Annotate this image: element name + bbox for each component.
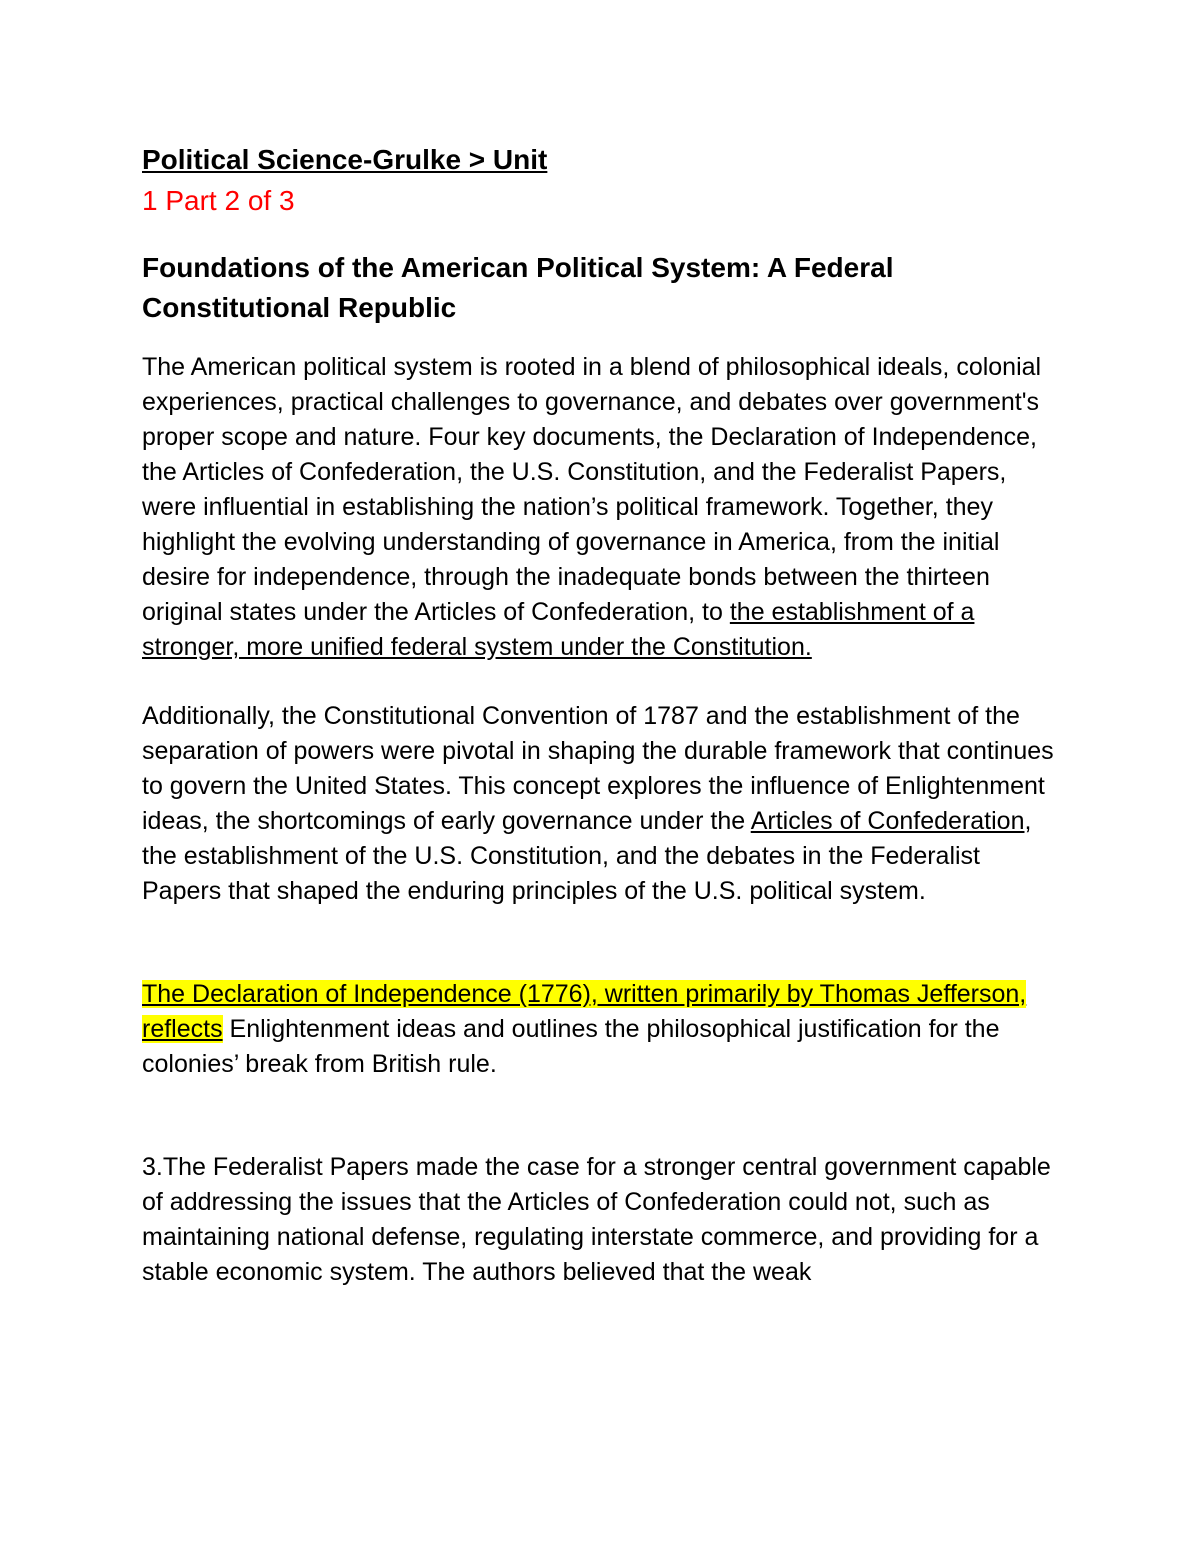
highlighted-phrase: The Declaration of Independence (1776), written primarily by Thomas Jefferson, reflects xyxy=(142,980,1027,1043)
paragraph-additionally xyxy=(142,699,1062,909)
articles-link-text: Articles of Confederation xyxy=(750,807,1025,835)
underlined-phrase: the establishment of a stronger, more unified federal system under the Constitution. xyxy=(142,598,975,661)
paragraph-declaration xyxy=(142,977,1062,1082)
part-label: 1 Part 2 of 3 xyxy=(142,185,295,216)
course-heading: Political Science-Grulke > Unit xyxy=(142,144,548,175)
paragraph-federalist: 3.The Federalist Papers made the case for a stronger central government capable of addressing the issues that the Articles of Confederation could not, such as maintaining national defense, regulating interstate commerce, and providing for a stable economic system. The authors believed that the weak xyxy=(142,1153,1051,1286)
document-page xyxy=(142,140,1062,1290)
paragraph-intro xyxy=(142,350,1062,665)
paragraph-intro-text: The American political system is rooted in a blend of philosophical ideals, colonial experiences, practical challenges to governance, and debates over government's proper scope and nature. Four key documents, the Declaration of Independence, the Articles of Confederation, the U.S. Constitution, and the Federalist Papers, were influential in establishing the nation’s political framework. Together, they highlight the evolving understanding of governance in America, from the initial desire for independence, through the inadequate bonds between the thirteen original states under the Articles of Confederation, to xyxy=(142,353,1042,626)
document-title: Foundations of the American Political System: A Federal Constitutional Republic xyxy=(142,252,894,323)
paragraph-additionally-text-b: , the establishment of the U.S. Constitution, and the debates in the Federalist Papers that shaped the enduring principles of the U.S. political system. xyxy=(142,807,1032,905)
paragraph-declaration-text: Enlightenment ideas and outlines the philosophical justification for the colonies’ break from British rule. xyxy=(142,1015,1000,1078)
paragraph-additionally-text-a: Additionally, the Constitutional Convention of 1787 and the establishment of the separation of powers were pivotal in shaping the durable framework that continues to govern the United States. This concept explores the influence of Enlightenment ideas, the shortcomings of early governance under the xyxy=(142,702,1054,835)
